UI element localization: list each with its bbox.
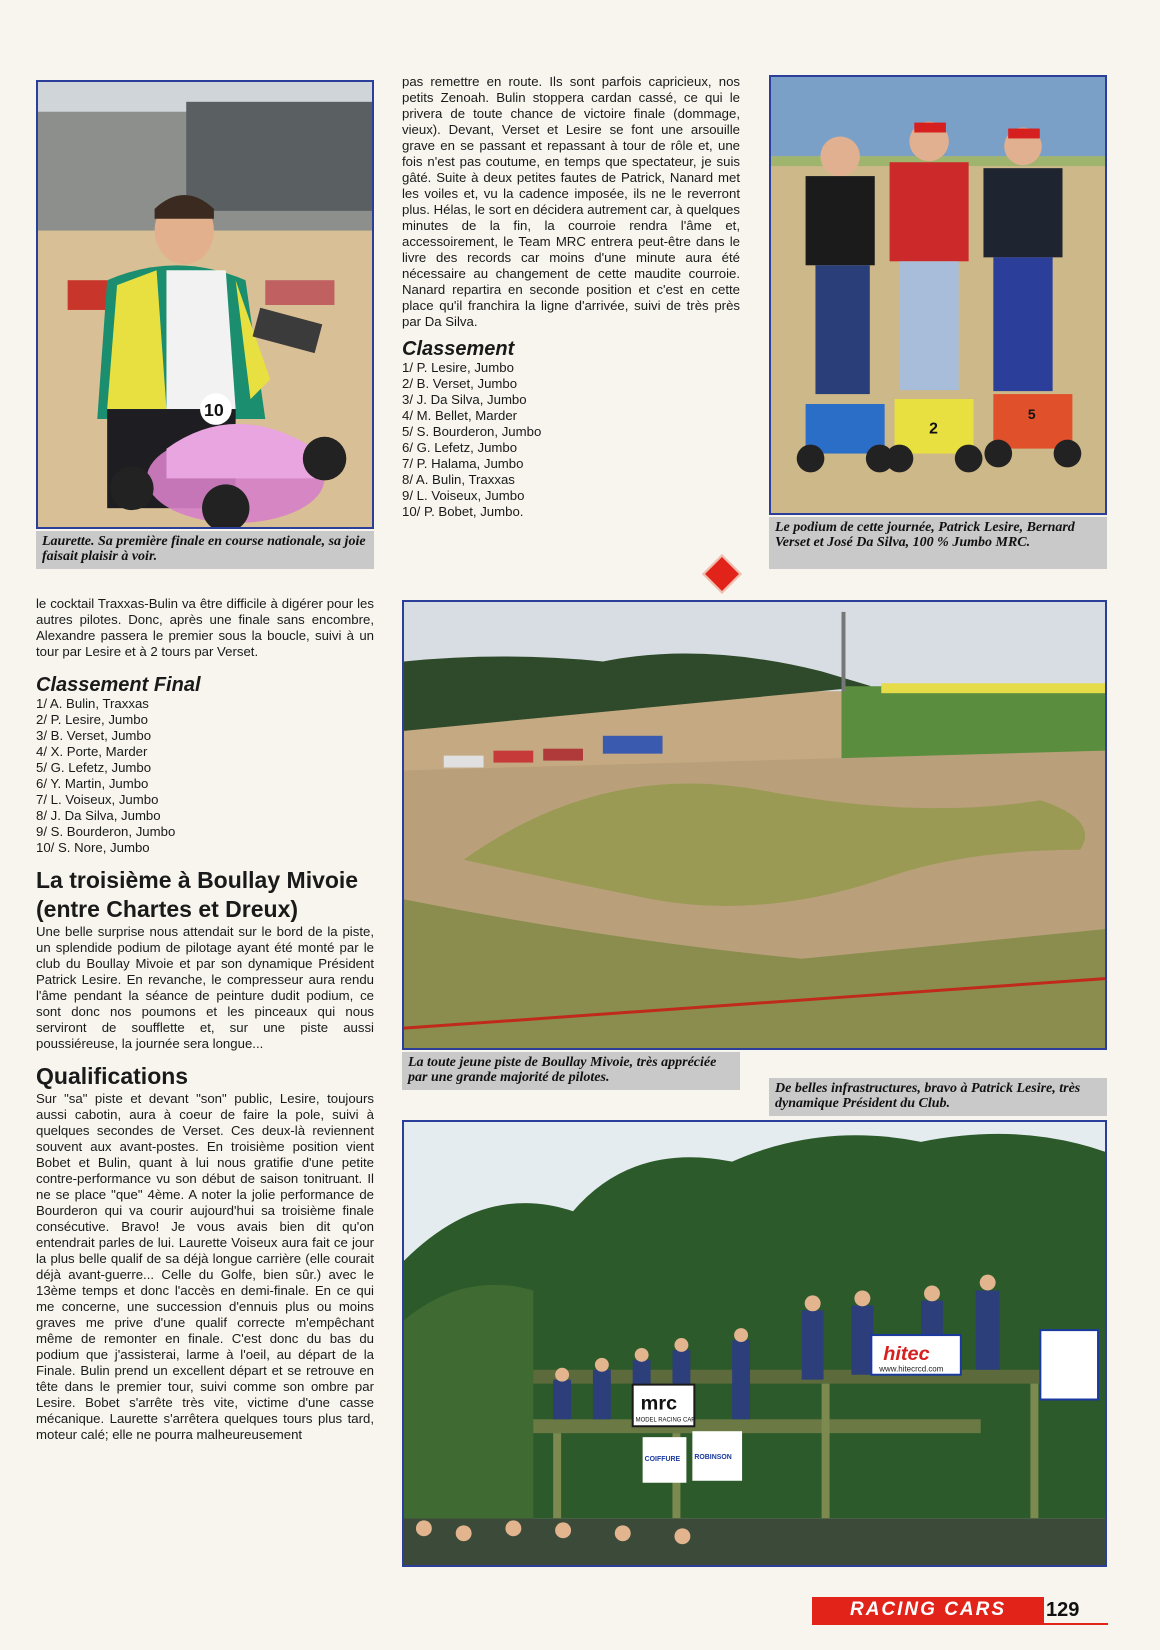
banner-hitec-sub-label: www.hitecrcd.com: [879, 1364, 944, 1374]
banner-mrc-label: mrc: [640, 1392, 678, 1415]
section-heading-boullay: La troisième à Boullay Mivoie (entre Chartes et Dreux): [36, 867, 359, 922]
caption-infrastructure: De belles infrastructures, bravo à Patrick Lesire, très dynamique Président du Club.: [769, 1078, 1107, 1116]
col1-text-block: [36, 596, 374, 1443]
banner-robinson-label: ROBINSON: [694, 1453, 732, 1461]
classement-final-entry: 1/ A. Bulin, Traxxas: [36, 696, 149, 711]
banner-hitec-label: hitec: [883, 1342, 930, 1365]
footer-brand: RACING CARS: [812, 1597, 1044, 1623]
qualifications-paragraph: Sur "sa" piste et devant "son" public, Lesire, toujours aussi cabotin, aura à coeur de faire la pole, suivi à quelques secondes de Verset. Ces deux-là reviennent souvent aux avant-postes. En troisième position vient Bobet et Bulin, quant à lui nous gratifie d'une petite contre-performance vu son début de saison tonitruant. Il ne se place "que" 4ème. A noter la jolie performance de Bourderon qui va courir aujourd'hui sa troisième finale consécutive. Bravo! Je vous avais bien dit qu'on entendrait parles de lui. Laurette Voiseux aura fait ce jour la plus belle qualif de sa déjà longue carrière (elle courait déjà avant-guerre... Celle du Golfe, bien sûr.) avec le 13ème temps et donc l'accès en demi-finale. En ce qui me concerne, une succession d'ennuis plus ou moins graves me prive d'une qualif correcte m'empêchant même de remonter en finale. C'est donc du bas du podium que j'assisterai, larme à l'oeil, au départ de la Finale. Bulin prend un excellent départ et se retrouve en tête dans le premier tour, suivi comme son ombre par Lesire. Bobet s'arrête très vite, victime d'une casse mécanique. Laurette s'arrêtera quelques tours plus tard, moteur calé; elle ne pourra malheureusement: [36, 1091, 374, 1442]
classement-final-list: [36, 696, 374, 856]
classement-entry: 10/ P. Bobet, Jumbo.: [402, 504, 524, 519]
caption-track: La toute jeune piste de Boullay Mivoie, très appréciée par une grande majorité de pilotes.: [402, 1052, 740, 1090]
classement-final-entry: 4/ X. Porte, Marder: [36, 744, 148, 759]
classement-final-entry: 2/ P. Lesire, Jumbo: [36, 712, 148, 727]
photo-track: [402, 600, 1107, 1050]
classement-final-entry: 9/ S. Bourderon, Jumbo: [36, 824, 176, 839]
caption-laurette: Laurette. Sa première finale en course nationale, sa joie faisait plaisir à voir.: [36, 531, 374, 569]
col2-text-block: [402, 74, 740, 520]
classement-heading: Classement: [402, 338, 515, 360]
classement-final-entry: 10/ S. Nore, Jumbo: [36, 840, 150, 855]
classement-final-entry: 7/ L. Voiseux, Jumbo: [36, 792, 159, 807]
classement-final-heading: Classement Final: [36, 674, 201, 696]
caption-podium: Le podium de cette journée, Patrick Lesire, Bernard Verset et José Da Silva, 100 % Jumbo MRC.: [769, 517, 1107, 569]
classement-final-entry: 5/ G. Lefetz, Jumbo: [36, 760, 152, 775]
footer-rule: [812, 1623, 1108, 1625]
classement-entry: 2/ B. Verset, Jumbo: [402, 376, 518, 391]
banner-coiffure-label: COIFFURE: [644, 1455, 681, 1463]
col2-intro-paragraph: pas remettre en route. Ils sont parfois capricieux, nos petits Zenoah. Bulin stoppera cardan cassé, ce qui le privera de toute chance de victoire finale (dommage, vieux). Devant, Verset et Lesire se font une arsouille grave en se passant et repassant à tour de rôle et, une fois n'est pas coutume, en temps que spectateur, je suis gâté. Suite à deux petites fautes de Patrick, Nanard met les voiles et, vu la cadence imposée, ils ne le reverront plus. Hélas, le sort en décidera autrement car, à quelques minutes de la fin, la courroie rendra l'âme et, accessoirement, le Team MRC entrera peut-être dans le livre des records car moins d'une minute aura été nécessaire au changement de cette maudite courroie. Nanard repartira en seconde position et c'est en cette place qu'il franchira la ligne d'arrivée, suivi de très près par Da Silva.: [402, 74, 740, 329]
qualifications-heading: Qualifications: [36, 1063, 189, 1089]
col1-intro-paragraph: le cocktail Traxxas-Bulin va être difficile à digérer pour les autres pilotes. Donc, après une finale sans encombre, Alexandre passera le premier sous la boucle, suivi à un tour par Lesire et à 2 tours par Verset.: [36, 596, 374, 659]
photo-podium: [769, 75, 1107, 515]
classement-entry: 5/ S. Bourderon, Jumbo: [402, 424, 542, 439]
classement-entry: 7/ P. Halama, Jumbo: [402, 456, 524, 471]
classement-entry: 4/ M. Bellet, Marder: [402, 408, 518, 423]
photo-laurette: [36, 80, 374, 529]
classement-final-entry: 3/ B. Verset, Jumbo: [36, 728, 152, 743]
banner-mrc-sub-label: MODEL RACING CAR: [635, 1417, 696, 1424]
page-number: 129: [1046, 1599, 1080, 1621]
classement-entry: 8/ A. Bulin, Traxxas: [402, 472, 515, 487]
section-diamond-icon: [702, 554, 742, 594]
photo-infrastructure: [402, 1120, 1107, 1567]
classement-final-entry: 6/ Y. Martin, Jumbo: [36, 776, 149, 791]
classement-list: [402, 360, 740, 520]
car2-number-label: 2: [929, 420, 938, 438]
car3-number-label: 5: [1027, 405, 1036, 422]
classement-entry: 1/ P. Lesire, Jumbo: [402, 360, 514, 375]
classement-entry: 9/ L. Voiseux, Jumbo: [402, 488, 525, 503]
boullay-paragraph: Une belle surprise nous attendait sur le bord de la piste, un splendide podium de pilotage ayant été monté par le club du Boullay Mivoie et par son dynamique Président Patrick Lesire. En revanche, le compresseur aura rendu l'âme pendant la séance de peinture dudit podium, ce sont donc nos poumons et les pinceaux qui nous serviront de soufflette et, sur une piste aussi poussiéreuse, la journée sera longue...: [36, 924, 374, 1051]
classement-entry: 6/ G. Lefetz, Jumbo: [402, 440, 518, 455]
car-number-label: 10: [204, 399, 224, 421]
classement-final-entry: 8/ J. Da Silva, Jumbo: [36, 808, 161, 823]
classement-entry: 3/ J. Da Silva, Jumbo: [402, 392, 527, 407]
